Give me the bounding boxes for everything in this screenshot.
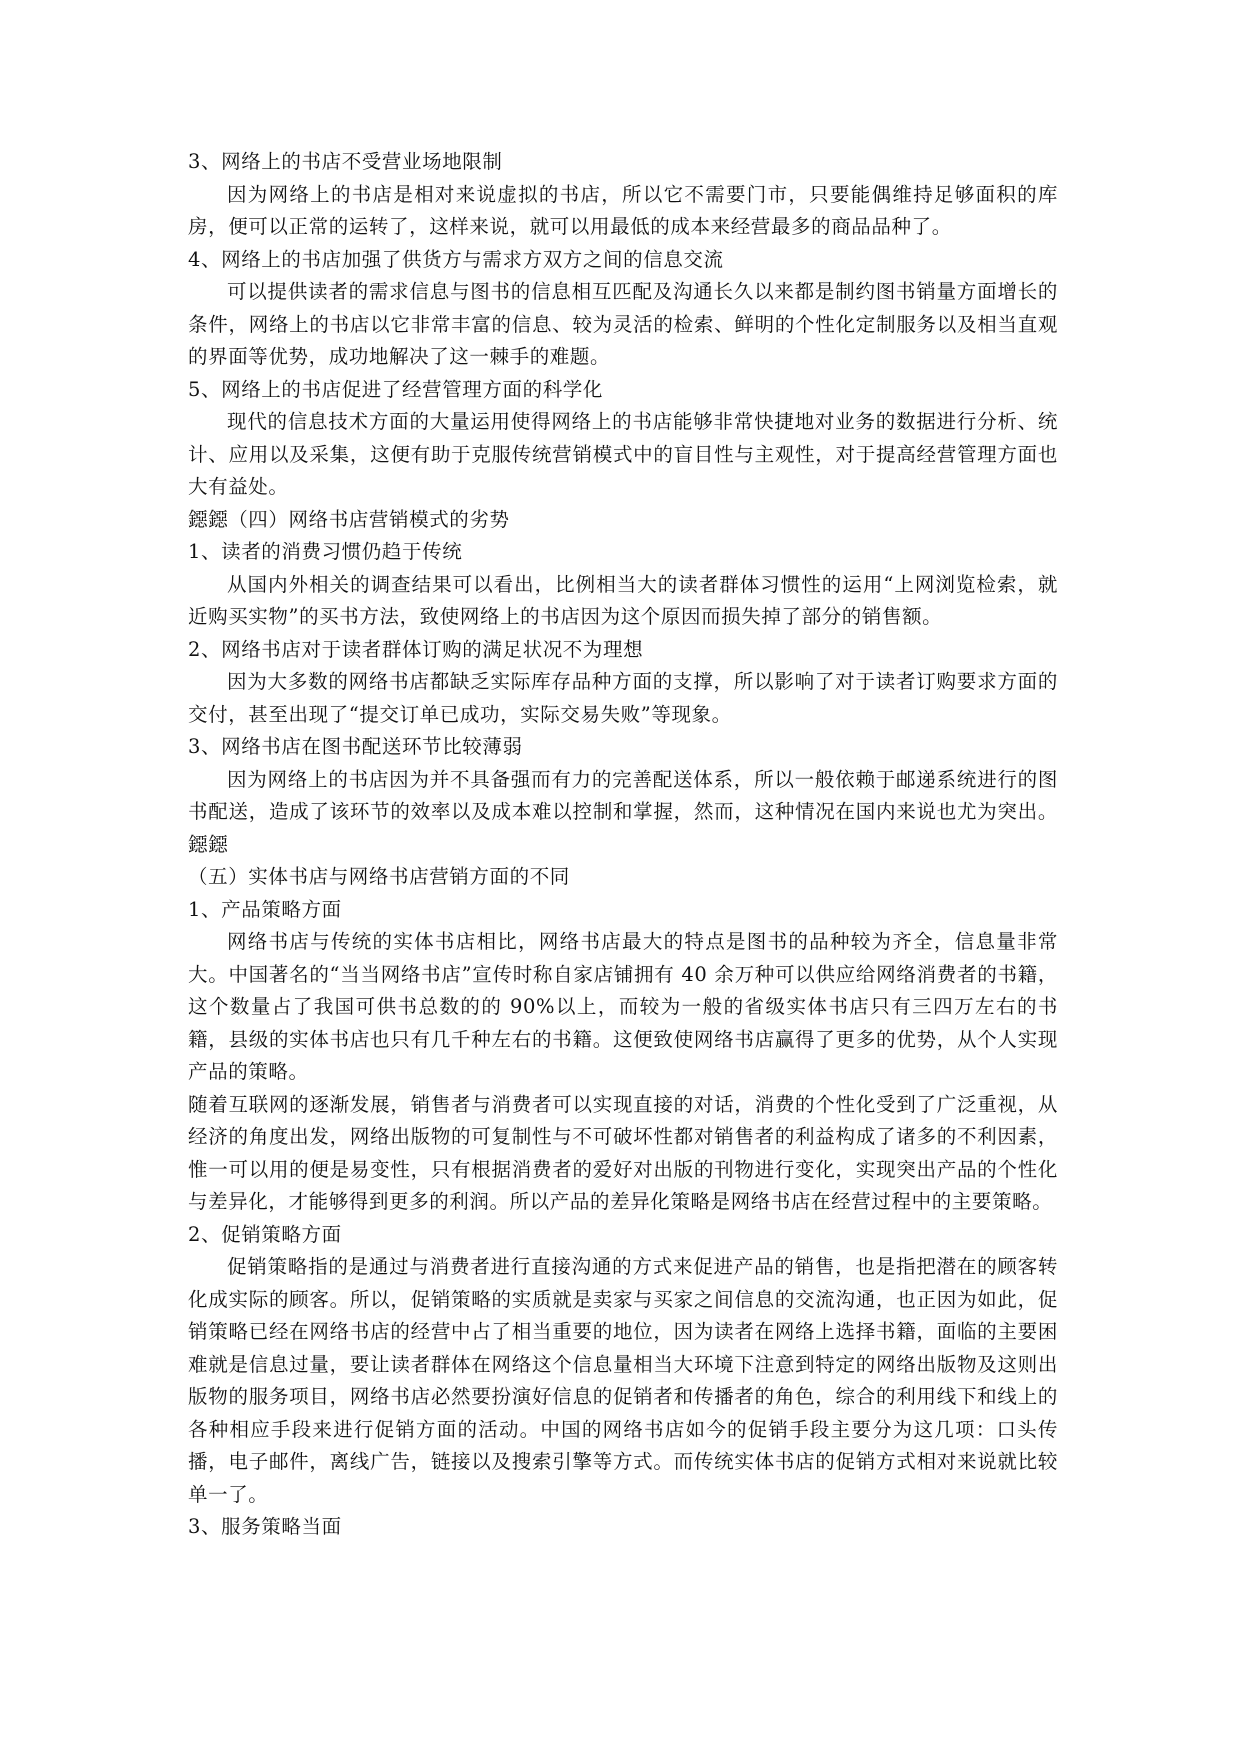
heading-scientific-management: 5、网络上的书店促进了经营管理方面的科学化 (188, 377, 604, 401)
heading-promotion-strategy: 2、促销策略方面 (188, 1222, 342, 1246)
paragraph-inventory-shortage: 因为大多数的网络书店都缺乏实际库存品种方面的支撑，所以影响了对于读者订购要求方面的交付，甚至出现了“提交订单已成功，实际交易失败”等现象。 (188, 670, 1058, 726)
section-heading-disadvantages: 鐚鐚（四）网络书店营销模式的劣势 (188, 507, 510, 531)
heading-online-store-no-venue-limit: 3、网络上的书店不受营业场地限制 (188, 150, 503, 173)
heading-info-exchange: 4、网络上的书店加强了供货方与需求方双方之间的信息交流 (188, 247, 724, 271)
section-heading-differences: （五）实体书店与网络书店营销方面的不同 (188, 865, 570, 888)
paragraph-product-variety: 网络书店与传统的实体书店相比，网络书店最大的特点是图书的品种较为齐全，信息量非常大。中国著名的“当当网络书店”宣传时称自家店铺拥有 40 余万种可以供应给网络消费者的书籍，这个数量占了我国可供书总数的的 90%以上，而较为一般的省级实体书店只有三四万左右的书籍，县级的实体书店也只有几千种左右的书籍。这便致使网络书店赢得了更多的优势，从个人实现产品的策略。 (188, 930, 1058, 1083)
paragraph-it-usage: 现代的信息技术方面的大量运用使得网络上的书店能够非常快捷地对业务的数据进行分析、统计、应用以及采集，这便有助于克服传统营销模式中的盲目性与主观性，对于提高经营管理方面也大有益处。 (188, 410, 1058, 498)
document-page (188, 146, 1058, 1544)
heading-order-satisfaction: 2、网络书店对于读者群体订购的满足状况不为理想 (188, 637, 644, 661)
paragraph-info-matching: 可以提供读者的需求信息与图书的信息相互匹配及沟通长久以来都是制约图书销量方面增长的条件，网络上的书店以它非常丰富的信息、较为灵活的检索、鲜明的个性化定制服务以及相当直观的界面等优势，成功地解决了这一棘手的难题。 (188, 280, 1058, 368)
paragraph-promotion: 促销策略指的是通过与消费者进行直接沟通的方式来促进产品的销售，也是指把潜在的顾客转化成实际的顾客。所以，促销策略的实质就是卖家与买家之间信息的交流沟通，也正因为如此，促销策略已经在网络书店的经营中占了相当重要的地位，因为读者在网络上选择书籍，面临的主要困难就是信息过量，要让读者群体在网络这个信息量相当大环境下注意到特定的网络出版物及这则出版物的服务项目，网络书店必然要扮演好信息的促销者和传播者的角色，综合的利用线下和线上的各种相应手段来进行促销方面的活动。中国的网络书店如今的促销手段主要分为这几项：口头传播，电子邮件，离线广告，链接以及搜索引擎等方式。而传统实体书店的促销方式相对来说就比较单一了。 (188, 1255, 1058, 1506)
heading-consumer-habits: 1、读者的消费习惯仍趋于传统 (188, 540, 463, 563)
heading-delivery-weakness: 3、网络书店在图书配送环节比较薄弱 (188, 735, 523, 758)
paragraph-virtual-store: 因为网络上的书店是相对来说虚拟的书店，所以它不需要门市，只要能偶维持足够面积的库房，便可以正常的运转了，这样来说，就可以用最低的成本来经营最多的商品品种了。 (188, 182, 1058, 238)
paragraph-delivery-system: 因为网络上的书店因为并不具备强而有力的完善配送体系，所以一般依赖于邮递系统进行的图书配送，造成了该环节的效率以及成本难以控制和掌握，然而，这种情况在国内来说也尤为突出。 鐚鐚 (188, 767, 1058, 856)
heading-service-strategy: 3、服务策略当面 (188, 1515, 342, 1538)
paragraph-survey-results: 从国内外相关的调查结果可以看出，比例相当大的读者群体习惯性的运用“上网浏览检索，就近购买实物”的买书方法，致使网络上的书店因为这个原因而损失掉了部分的销售额。 (188, 572, 1058, 628)
heading-product-strategy: 1、产品策略方面 (188, 897, 342, 921)
paragraph-differentiation: 随着互联网的逐渐发展，销售者与消费者可以实现直接的对话，消费的个性化受到了广泛重视，从经济的角度出发，网络出版物的可复制性与不可破坏性都对销售者的利益构成了诸多的不利因素，惟一可以用的便是易变性，只有根据消费者的爱好对出版的刊物进行变化，实现突出产品的个性化与差异化，才能够得到更多的利润。所以产品的差异化策略是网络书店在经营过程中的主要策略。 (188, 1092, 1058, 1213)
